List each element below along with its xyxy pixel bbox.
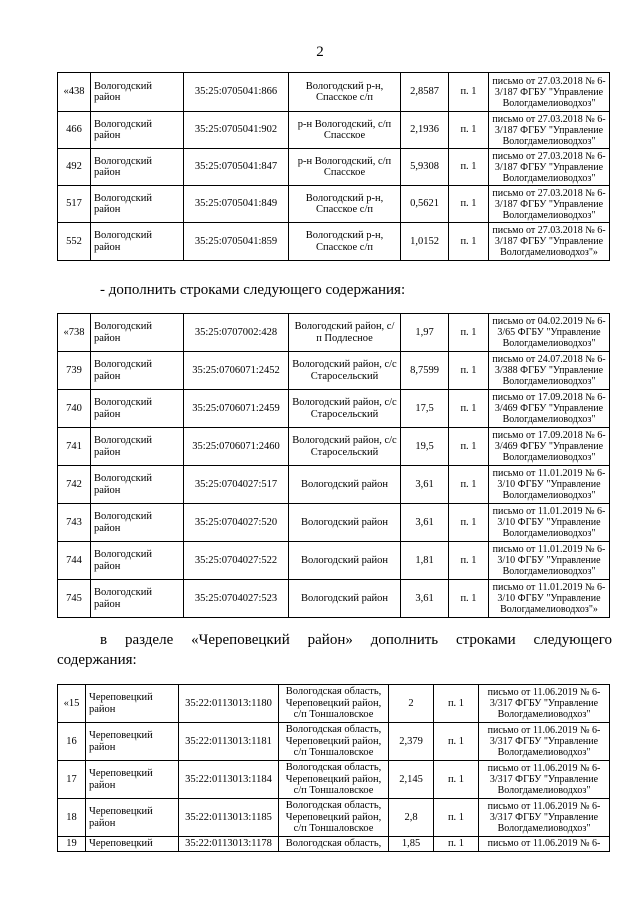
table-row [58, 466, 610, 504]
document-cell: письмо от 04.02.2019 № 6-3/65 ФГБУ "Управление Вологдамелиоводхоз" [489, 314, 610, 352]
point-cell: п. 1 [449, 352, 489, 390]
district-cell: Вологодский район [91, 149, 184, 186]
point-cell: п. 1 [434, 761, 479, 799]
point-cell: п. 1 [449, 149, 489, 186]
point-cell: п. 1 [434, 685, 479, 723]
row-number: 16 [58, 723, 86, 761]
paragraph-cherepovets-line2: содержания: [57, 652, 137, 668]
area-cell: 8,7599 [401, 352, 449, 390]
point-cell: п. 1 [449, 428, 489, 466]
district-cell: Череповецкий район [86, 761, 179, 799]
area-cell: 3,61 [401, 504, 449, 542]
point-cell: п. 1 [449, 580, 489, 618]
cadastral-number-cell: 35:25:0705041:866 [184, 73, 289, 112]
document-cell: письмо от 17.09.2018 № 6-3/469 ФГБУ "Управление Вологдамелиоводхоз" [489, 390, 610, 428]
row-number: 492 [58, 149, 91, 186]
point-cell: п. 1 [434, 723, 479, 761]
location-cell: Вологодский район, с/с Старосельский [289, 428, 401, 466]
district-cell: Череповецкий район [86, 685, 179, 723]
district-cell: Вологодский район [91, 466, 184, 504]
area-cell: 17,5 [401, 390, 449, 428]
row-number: 740 [58, 390, 91, 428]
location-cell: Вологодская область, Череповецкий район, с/п Тоншаловское [279, 761, 389, 799]
cadastral-number-cell: 35:25:0705041:847 [184, 149, 289, 186]
document-cell: письмо от 11.01.2019 № 6-3/10 ФГБУ "Управление Вологдамелиоводхоз"» [489, 580, 610, 618]
area-cell: 2,379 [389, 723, 434, 761]
document-cell: письмо от 11.06.2019 № 6- [479, 837, 610, 852]
table-row [58, 723, 610, 761]
table-row [58, 685, 610, 723]
table-row [58, 799, 610, 837]
row-number: «438 [58, 73, 91, 112]
district-cell: Вологодский район [91, 73, 184, 112]
cadastral-number-cell: 35:25:0705041:902 [184, 112, 289, 149]
row-number: 466 [58, 112, 91, 149]
district-cell: Череповецкий район [86, 799, 179, 837]
row-number: 742 [58, 466, 91, 504]
document-cell: письмо от 11.01.2019 № 6-3/10 ФГБУ "Управление Вологдамелиоводхоз" [489, 542, 610, 580]
area-cell: 1,85 [389, 837, 434, 852]
location-cell: Вологодский район, с/п Подлесное [289, 314, 401, 352]
paragraph-add-rows: - дополнить строками следующего содержания: [100, 282, 406, 298]
cadastral-number-cell: 35:22:0113013:1184 [179, 761, 279, 799]
area-cell: 19,5 [401, 428, 449, 466]
cadastral-number-cell: 35:22:0113013:1181 [179, 723, 279, 761]
table-row [58, 149, 610, 186]
table-row [58, 314, 610, 352]
district-cell: Вологодский район [91, 428, 184, 466]
document-cell: письмо от 11.01.2019 № 6-3/10 ФГБУ "Управление Вологдамелиоводхоз" [489, 504, 610, 542]
cadastral-number-cell: 35:22:0113013:1180 [179, 685, 279, 723]
cadastral-number-cell: 35:25:0704027:522 [184, 542, 289, 580]
location-cell: Вологодский район [289, 466, 401, 504]
document-cell: письмо от 24.07.2018 № 6-3/388 ФГБУ "Управление Вологдамелиоводхоз" [489, 352, 610, 390]
district-cell: Вологодский район [91, 223, 184, 261]
document-cell: письмо от 27.03.2018 № 6-3/187 ФГБУ "Управление Вологдамелиоводхоз"» [489, 223, 610, 261]
document-cell: письмо от 17.09.2018 № 6-3/469 ФГБУ "Управление Вологдамелиоводхоз" [489, 428, 610, 466]
area-cell: 2 [389, 685, 434, 723]
row-number: 743 [58, 504, 91, 542]
district-cell: Вологодский район [91, 390, 184, 428]
location-cell: Вологодский район, с/с Старосельский [289, 390, 401, 428]
location-cell: Вологодская область, Череповецкий район, с/п Тоншаловское [279, 685, 389, 723]
cadastral-number-cell: 35:25:0706071:2460 [184, 428, 289, 466]
row-number: 19 [58, 837, 86, 852]
point-cell: п. 1 [449, 466, 489, 504]
area-cell: 1,0152 [401, 223, 449, 261]
cadastral-number-cell: 35:25:0704027:520 [184, 504, 289, 542]
area-cell: 3,61 [401, 466, 449, 504]
cadastral-number-cell: 35:25:0704027:523 [184, 580, 289, 618]
document-cell: письмо от 27.03.2018 № 6-3/187 ФГБУ "Управление Вологдамелиоводхоз" [489, 186, 610, 223]
point-cell: п. 1 [434, 799, 479, 837]
location-cell: Вологодский район [289, 504, 401, 542]
document-cell: письмо от 27.03.2018 № 6-3/187 ФГБУ "Управление Вологдамелиоводхоз" [489, 112, 610, 149]
point-cell: п. 1 [434, 837, 479, 852]
location-cell: Вологодский район, с/с Старосельский [289, 352, 401, 390]
row-number: 739 [58, 352, 91, 390]
cadastral-number-cell: 35:22:0113013:1178 [179, 837, 279, 852]
point-cell: п. 1 [449, 542, 489, 580]
area-cell: 1,81 [401, 542, 449, 580]
location-cell: Вологодский район [289, 542, 401, 580]
cadastral-number-cell: 35:25:0705041:859 [184, 223, 289, 261]
district-cell: Череповецкий [86, 837, 179, 852]
table-vologda-existing [57, 72, 610, 261]
district-cell: Череповецкий район [86, 723, 179, 761]
row-number: «738 [58, 314, 91, 352]
table-vologda-added [57, 313, 610, 618]
area-cell: 2,8 [389, 799, 434, 837]
row-number: 744 [58, 542, 91, 580]
cadastral-number-cell: 35:25:0704027:517 [184, 466, 289, 504]
district-cell: Вологодский район [91, 580, 184, 618]
location-cell: Вологодский р-н, Спасское с/п [289, 186, 401, 223]
cadastral-number-cell: 35:22:0113013:1185 [179, 799, 279, 837]
document-cell: письмо от 11.06.2019 № 6-3/317 ФГБУ "Управление Вологдамелиоводхоз" [479, 685, 610, 723]
row-number: 517 [58, 186, 91, 223]
point-cell: п. 1 [449, 390, 489, 428]
page-number: 2 [316, 44, 324, 60]
area-cell: 2,145 [389, 761, 434, 799]
paragraph-cherepovets-line1: в разделе «Череповецкий район» дополнить строками следующего [100, 632, 612, 648]
area-cell: 1,97 [401, 314, 449, 352]
area-cell: 5,9308 [401, 149, 449, 186]
district-cell: Вологодский район [91, 352, 184, 390]
point-cell: п. 1 [449, 314, 489, 352]
point-cell: п. 1 [449, 112, 489, 149]
location-cell: Вологодская область, [279, 837, 389, 852]
row-number: 745 [58, 580, 91, 618]
row-number: «15 [58, 685, 86, 723]
row-number: 17 [58, 761, 86, 799]
point-cell: п. 1 [449, 73, 489, 112]
area-cell: 2,8587 [401, 73, 449, 112]
point-cell: п. 1 [449, 223, 489, 261]
district-cell: Вологодский район [91, 112, 184, 149]
location-cell: Вологодский р-н, Спасское с/п [289, 73, 401, 112]
document-cell: письмо от 11.01.2019 № 6-3/10 ФГБУ "Управление Вологдамелиоводхоз" [489, 466, 610, 504]
table-row [58, 542, 610, 580]
row-number: 741 [58, 428, 91, 466]
district-cell: Вологодский район [91, 314, 184, 352]
area-cell: 2,1936 [401, 112, 449, 149]
cadastral-number-cell: 35:25:0706071:2459 [184, 390, 289, 428]
area-cell: 0,5621 [401, 186, 449, 223]
table-row [58, 390, 610, 428]
cadastral-number-cell: 35:25:0705041:849 [184, 186, 289, 223]
table-row [58, 837, 610, 852]
area-cell: 3,61 [401, 580, 449, 618]
location-cell: Вологодская область, Череповецкий район, с/п Тоншаловское [279, 723, 389, 761]
row-number: 18 [58, 799, 86, 837]
location-cell: р-н Вологодский, с/п Спасское [289, 112, 401, 149]
point-cell: п. 1 [449, 504, 489, 542]
document-cell: письмо от 11.06.2019 № 6-3/317 ФГБУ "Управление Вологдамелиоводхоз" [479, 799, 610, 837]
table-row [58, 186, 610, 223]
row-number: 552 [58, 223, 91, 261]
table-row [58, 428, 610, 466]
table-row [58, 761, 610, 799]
table-row [58, 352, 610, 390]
district-cell: Вологодский район [91, 186, 184, 223]
table-row [58, 73, 610, 112]
document-cell: письмо от 27.03.2018 № 6-3/187 ФГБУ "Управление Вологдамелиоводхоз" [489, 149, 610, 186]
table-row [58, 580, 610, 618]
cadastral-number-cell: 35:25:0707002:428 [184, 314, 289, 352]
location-cell: Вологодский район [289, 580, 401, 618]
table-row [58, 504, 610, 542]
location-cell: Вологодский р-н, Спасское с/п [289, 223, 401, 261]
point-cell: п. 1 [449, 186, 489, 223]
location-cell: р-н Вологодский, с/п Спасское [289, 149, 401, 186]
cadastral-number-cell: 35:25:0706071:2452 [184, 352, 289, 390]
table-cherepovets-added [57, 684, 610, 852]
document-cell: письмо от 11.06.2019 № 6-3/317 ФГБУ "Управление Вологдамелиоводхоз" [479, 723, 610, 761]
document-cell: письмо от 27.03.2018 № 6-3/187 ФГБУ "Управление Вологдамелиоводхоз" [489, 73, 610, 112]
table-row [58, 223, 610, 261]
location-cell: Вологодская область, Череповецкий район, с/п Тоншаловское [279, 799, 389, 837]
district-cell: Вологодский район [91, 504, 184, 542]
district-cell: Вологодский район [91, 542, 184, 580]
document-cell: письмо от 11.06.2019 № 6-3/317 ФГБУ "Управление Вологдамелиоводхоз" [479, 761, 610, 799]
table-row [58, 112, 610, 149]
